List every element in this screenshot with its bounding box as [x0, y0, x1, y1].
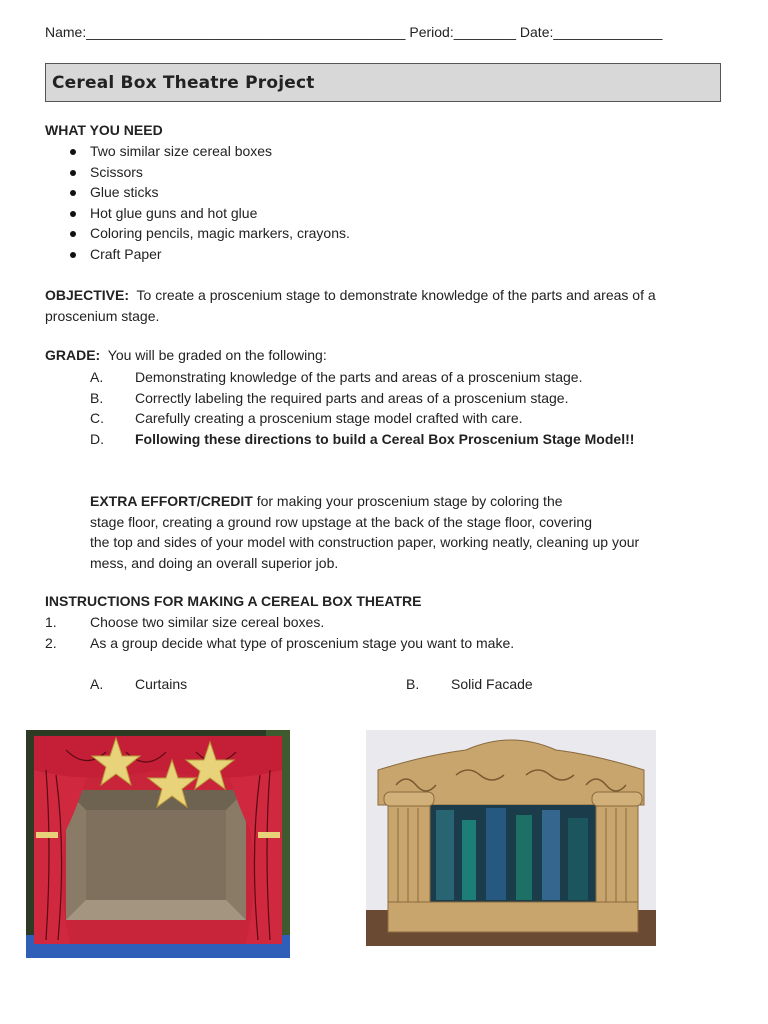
- facade-theatre-photo: [366, 730, 656, 946]
- grade-line: [45, 347, 327, 363]
- date-field[interactable]: ______________: [553, 24, 663, 40]
- title-box: [45, 63, 721, 102]
- list-item: Coloring pencils, magic markers, crayons.: [45, 223, 350, 244]
- grade-text: You will be graded on the following:: [107, 347, 327, 363]
- extra-label: EXTRA EFFORT/CREDIT: [90, 493, 253, 509]
- list-number: 2.: [45, 634, 57, 651]
- list-item: [90, 408, 655, 429]
- option-b: [406, 676, 533, 692]
- period-label: Period:: [409, 24, 454, 40]
- needs-list: [45, 141, 350, 264]
- list-text: Demonstrating knowledge of the parts and areas of a proscenium stage.: [135, 369, 583, 385]
- list-item: Craft Paper: [45, 244, 350, 265]
- list-item: [45, 633, 514, 654]
- list-item: [45, 612, 514, 633]
- needs-heading: WHAT YOU NEED: [45, 122, 163, 138]
- list-text: Carefully creating a proscenium stage model crafted with care.: [135, 410, 523, 426]
- page-title: Cereal Box Theatre Project: [52, 73, 315, 93]
- list-letter: A.: [90, 369, 104, 385]
- grade-label: GRADE:: [45, 347, 101, 363]
- list-letter: D.: [90, 430, 104, 447]
- option-letter: B.: [406, 676, 420, 692]
- objective-label: OBJECTIVE:: [45, 287, 130, 303]
- list-item: Two similar size cereal boxes: [45, 141, 350, 162]
- list-item: Scissors: [45, 162, 350, 183]
- extra-credit-paragraph: [90, 491, 639, 573]
- date-label: Date:: [519, 24, 554, 40]
- name-field[interactable]: _________________________________________: [86, 24, 406, 40]
- list-item: [90, 388, 655, 409]
- list-item: [90, 367, 655, 388]
- extra-line: for making your proscenium stage by coloring the: [256, 493, 563, 509]
- option-text: Solid Facade: [451, 676, 533, 692]
- list-text: Correctly labeling the required parts and areas of a proscenium stage.: [135, 389, 569, 406]
- period-field[interactable]: ________: [453, 24, 517, 40]
- list-letter: C.: [90, 410, 104, 426]
- header-line: [45, 24, 662, 40]
- extra-line: the top and sides of your model with construction paper, working neatly, cleaning up your: [90, 534, 640, 550]
- curtains-theatre-photo: [26, 730, 290, 958]
- list-number: 1.: [45, 614, 57, 630]
- objective-text: To create a proscenium stage to demonstrate knowledge of the parts and areas of a proscenium stage.: [45, 287, 656, 324]
- grade-list: [90, 367, 655, 449]
- instructions-heading: INSTRUCTIONS FOR MAKING A CEREAL BOX THEATRE: [45, 593, 422, 609]
- list-text: Following these directions to build a Cereal Box Proscenium Stage Model!!: [135, 430, 635, 447]
- extra-line: mess, and doing an overall superior job.: [90, 554, 339, 571]
- list-item: [90, 429, 635, 450]
- list-letter: B.: [90, 389, 104, 406]
- list-item: Hot glue guns and hot glue: [45, 203, 350, 224]
- objective-paragraph: [45, 285, 715, 326]
- list-text: As a group decide what type of proscenium stage you want to make.: [90, 634, 515, 651]
- extra-line: stage floor, creating a ground row upstage at the back of the stage floor, covering: [90, 513, 592, 530]
- option-a: [90, 676, 188, 692]
- option-letter: A.: [90, 676, 104, 692]
- name-label: Name:: [45, 24, 87, 40]
- list-text: Choose two similar size cereal boxes.: [90, 614, 325, 630]
- list-item: Glue sticks: [45, 182, 350, 203]
- instructions-list: [45, 612, 514, 653]
- option-text: Curtains: [135, 676, 188, 692]
